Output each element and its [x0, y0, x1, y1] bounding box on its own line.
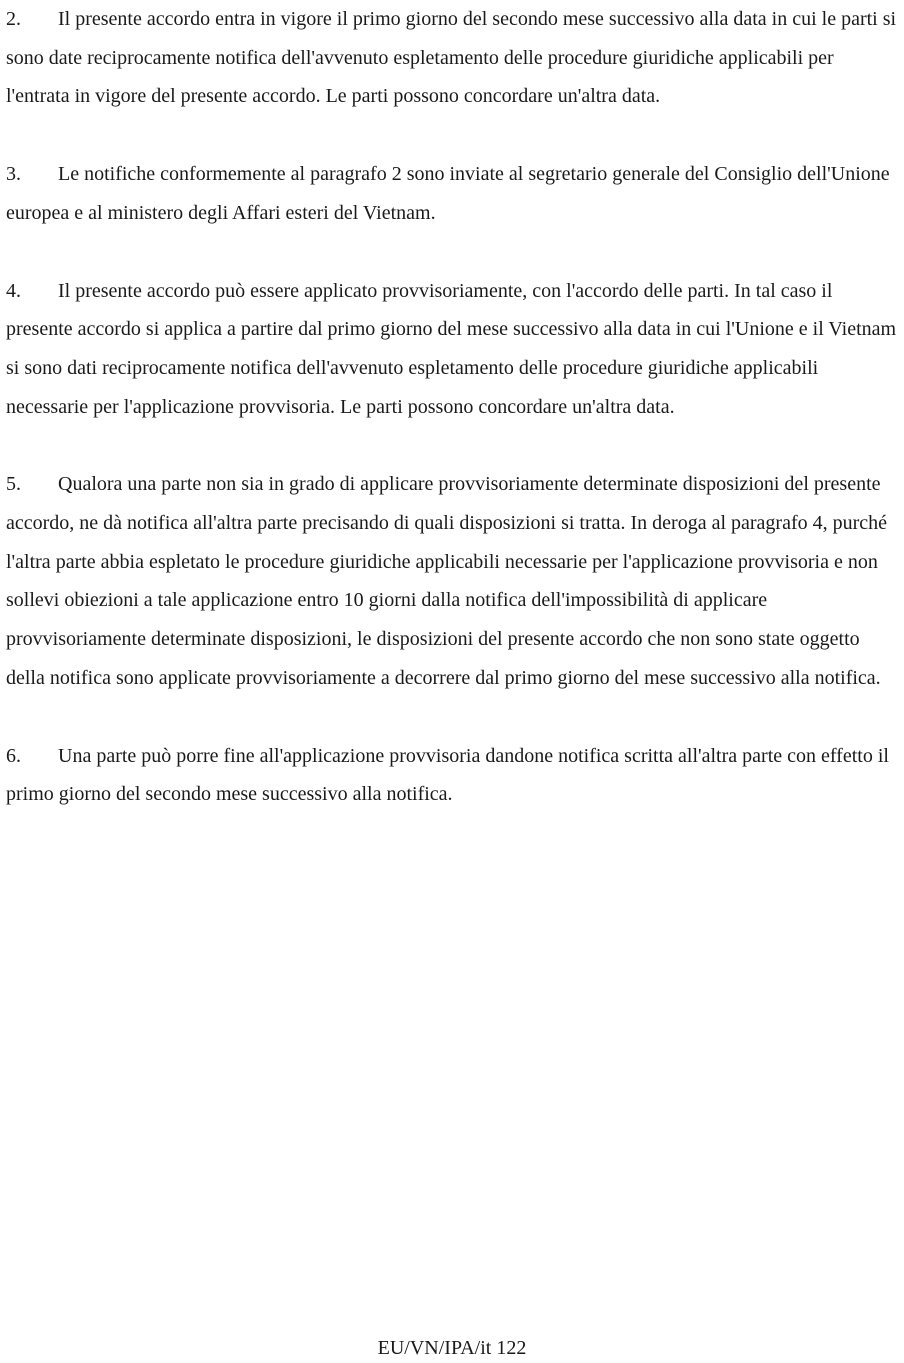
- document-reference: EU/VN/IPA/it 122: [377, 1337, 527, 1359]
- paragraph-text: Le notifiche conformemente al paragrafo 2 sono inviate al segretario generale del Consiglio dell'Unione europea e al ministero degli Affari esteri del Vietnam.: [6, 163, 890, 224]
- paragraph-number: 2.: [6, 8, 21, 30]
- paragraph-number: 6.: [6, 744, 21, 767]
- paragraph-text: Una parte può porre fine all'applicazione provvisoria dandone notifica scritta all'altra parte con effetto il primo giorno del secondo mese successivo alla notifica.: [6, 744, 889, 806]
- paragraph-3: [6, 155, 902, 232]
- paragraph-5: [6, 465, 902, 697]
- paragraph-number: 4.: [6, 279, 21, 302]
- paragraph-text: Il presente accordo può essere applicato provvisoriamente, con l'accordo delle parti. In tal caso il presente accordo si applica a partire dal primo giorno del mese successivo alla data in cui l'Unione e il Vietnam si sono dati reciprocamente notifica dell'avvenuto espletamento delle procedure giuridiche applicabili necessarie per l'applicazione provvisoria. Le parti possono concordare un'altra data.: [6, 279, 897, 418]
- paragraph-2: [6, 0, 902, 116]
- paragraph-text: Il presente accordo entra in vigore il primo giorno del secondo mese successivo alla data in cui le parti si sono date reciprocamente notifica dell'avvenuto espletamento delle procedure giuridiche applicabili per l'entrata in vigore del presente accordo. Le parti possono concordare un'altra data.: [6, 8, 897, 108]
- paragraph-4: [6, 272, 902, 427]
- document-body: [6, 0, 902, 853]
- paragraph-number: 3.: [6, 163, 21, 186]
- paragraph-6: [6, 737, 902, 814]
- page-footer: [0, 1334, 904, 1362]
- paragraph-text: Qualora una parte non sia in grado di applicare provvisoriamente determinate disposizioni del presente accordo, ne dà notifica all'altra parte precisando di quali disposizioni si tratta. In deroga al paragrafo 4, purché l'altra parte abbia espletato le procedure giuridiche applicabili necessarie per l'applicazione provvisoria e non sollevi obiezioni a tale applicazione entro 10 giorni dalla notifica dell'impossibilità di applicare provvisoriamente determinate disposizioni, le disposizioni del presente accordo che non sono state oggetto della notifica sono applicate provvisoriamente a decorrere dal primo giorno del mese successivo alla notifica.: [6, 473, 888, 689]
- paragraph-number: 5.: [6, 473, 21, 496]
